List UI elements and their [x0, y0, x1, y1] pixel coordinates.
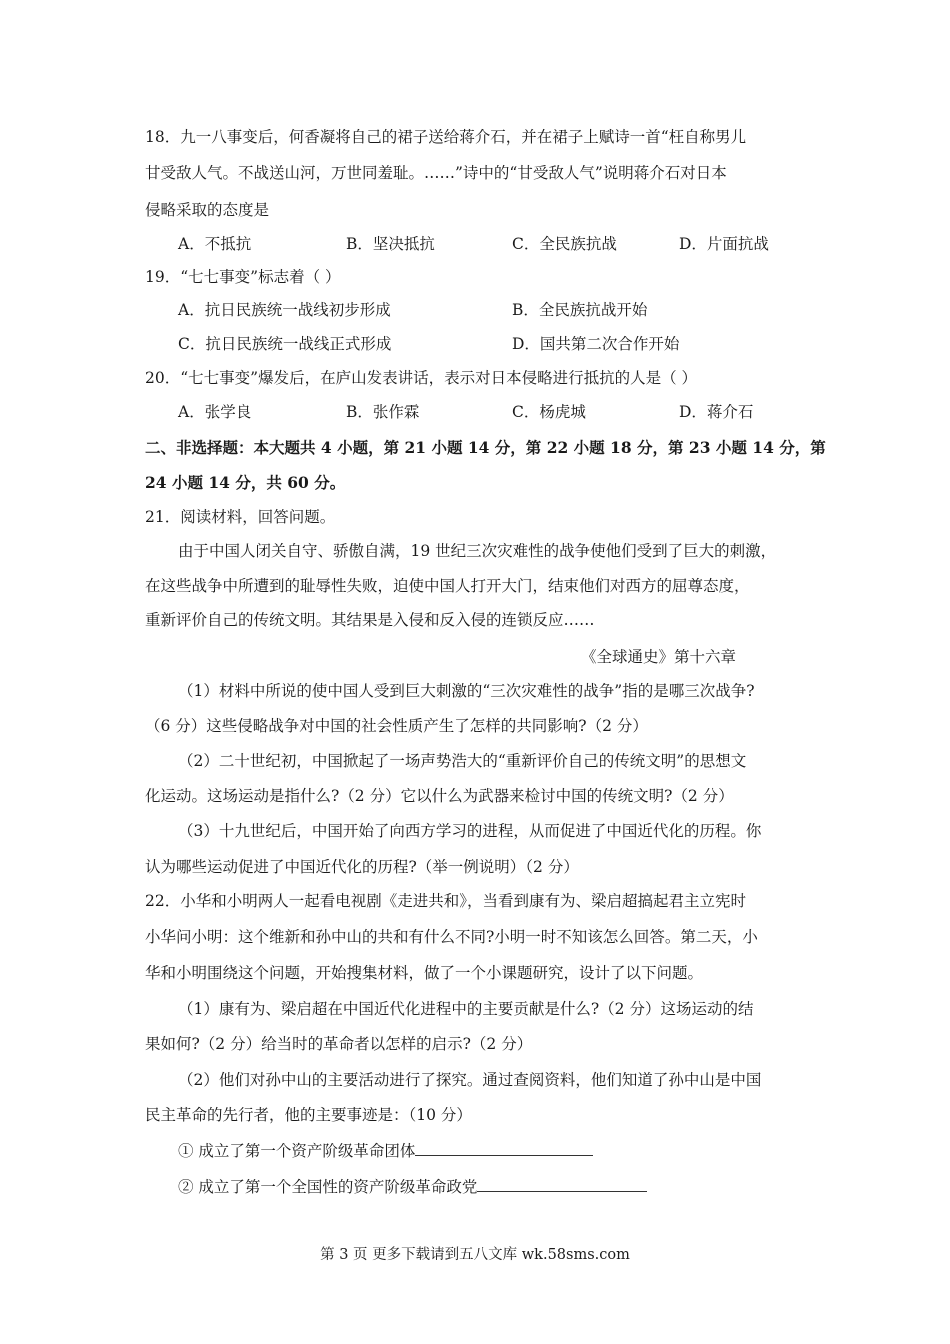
q21-material-line-1: 由于中国人闭关自守、骄傲自满，19 世纪三次灾难性的战争使他们受到了巨大的刺激，: [178, 542, 777, 560]
q21-source: 《全球通史》第十六章: [581, 648, 737, 666]
q22-item-1: [178, 1140, 593, 1162]
q19-option-b: B．全民族抗战开始: [512, 301, 648, 319]
q21-material-line-3: 重新评价自己的传统文明。其结果是入侵和反入侵的连锁反应……: [145, 611, 595, 629]
q20-option-a: A．张学良: [178, 403, 252, 421]
q21-sub1-line-1: （1）材料中所说的使中国人受到巨大刺激的“三次灾难性的战争”指的是哪三次战争?: [178, 682, 755, 700]
q21-sub1-line-2: （6 分）这些侵略战争对中国的社会性质产生了怎样的共同影响?（2 分）: [145, 717, 648, 735]
q22-sub1-line-2: 果如何?（2 分）给当时的革命者以怎样的启示?（2 分）: [145, 1035, 533, 1053]
q22-stem-line-3: 华和小明围绕这个问题，开始搜集材料，做了一个小课题研究，设计了以下问题。: [145, 964, 704, 982]
q19-option-a: A．抗日民族统一战线初步形成: [178, 301, 391, 319]
q20-option-c: C．杨虎城: [512, 403, 586, 421]
q20-option-b: B．张作霖: [346, 403, 420, 421]
q18-option-c: C．全民族抗战: [512, 235, 617, 253]
q22-item-2: [178, 1176, 647, 1198]
q18-option-b: B．坚决抵抗: [346, 235, 435, 253]
q20-stem: 20．“七七事变”爆发后，在庐山发表讲话，表示对日本侵略进行抵抗的人是（ ）: [145, 369, 698, 387]
q22-item-2-text: ② 成立了第一个全国性的资产阶级革命政党: [178, 1178, 478, 1196]
q18-line-3: 侵略采取的态度是: [145, 201, 270, 219]
q21-material-line-2: 在这些战争中所遭到的耻辱性失败，迫使中国人打开大门，结束他们对西方的屈尊态度，: [145, 577, 750, 595]
q22-sub2-line-2: 民主革命的先行者，他的主要事迹是：（10 分）: [145, 1106, 472, 1124]
q22-item-1-answer-blank[interactable]: [415, 1140, 593, 1156]
q18-line-2: 甘受敌人气。不战送山河，万世同羞耻。……”诗中的“甘受敌人气”说明蒋介石对日本: [145, 164, 727, 182]
q22-sub2-line-1: （2）他们对孙中山的主要活动进行了探究。通过查阅资料，他们知道了孙中山是中国: [178, 1071, 762, 1089]
q20-option-d: D．蒋介石: [679, 403, 754, 421]
q19-stem: 19．“七七事变”标志着（ ）: [145, 268, 341, 286]
section-2-heading-line-1: 二、非选择题：本大题共 4 小题，第 21 小题 14 分，第 22 小题 18 分，第 23 小题 14 分，第: [145, 438, 826, 457]
q22-stem-line-2: 小华问小明：这个维新和孙中山的共和有什么不同?小明一时不知该怎么回答。第二天，小: [145, 928, 758, 946]
q18-option-d: D．片面抗战: [679, 235, 769, 253]
q22-item-2-answer-blank[interactable]: [477, 1176, 647, 1192]
q22-stem-line-1: 22．小华和小明两人一起看电视剧《走进共和》，当看到康有为、梁启超搞起君主立宪时: [145, 892, 746, 910]
q21-stem: 21．阅读材料，回答问题。: [145, 508, 336, 526]
q21-sub2-line-1: （2）二十世纪初，中国掀起了一场声势浩大的“重新评价自己的传统文明”的思想文: [178, 752, 747, 770]
q19-option-d: D．国共第二次合作开始: [512, 335, 680, 353]
q21-sub3-line-1: （3）十九世纪后，中国开始了向西方学习的进程，从而促进了中国近代化的历程。你: [178, 822, 762, 840]
q18-line-1: 18．九一八事变后，何香凝将自己的裙子送给蒋介石，并在裙子上赋诗一首“枉自称男儿: [145, 128, 747, 146]
section-2-heading-line-2: 24 小题 14 分，共 60 分。: [145, 473, 346, 492]
q18-option-a: A．不抵抗: [178, 235, 252, 253]
page-footer: 第 3 页 更多下载请到五八文库 wk.58sms.com: [320, 1247, 630, 1263]
q19-option-c: C．抗日民族统一战线正式形成: [178, 335, 392, 353]
q21-sub2-line-2: 化运动。这场运动是指什么?（2 分）它以什么为武器来检讨中国的传统文明?（2 分）: [145, 787, 734, 805]
q22-sub1-line-1: （1）康有为、梁启超在中国近代化进程中的主要贡献是什么?（2 分）这场运动的结: [178, 1000, 754, 1018]
q21-sub3-line-2: 认为哪些运动促进了中国近代化的历程?（举一例说明）（2 分）: [145, 858, 579, 876]
q22-item-1-text: ① 成立了第一个资产阶级革命团体: [178, 1142, 416, 1160]
